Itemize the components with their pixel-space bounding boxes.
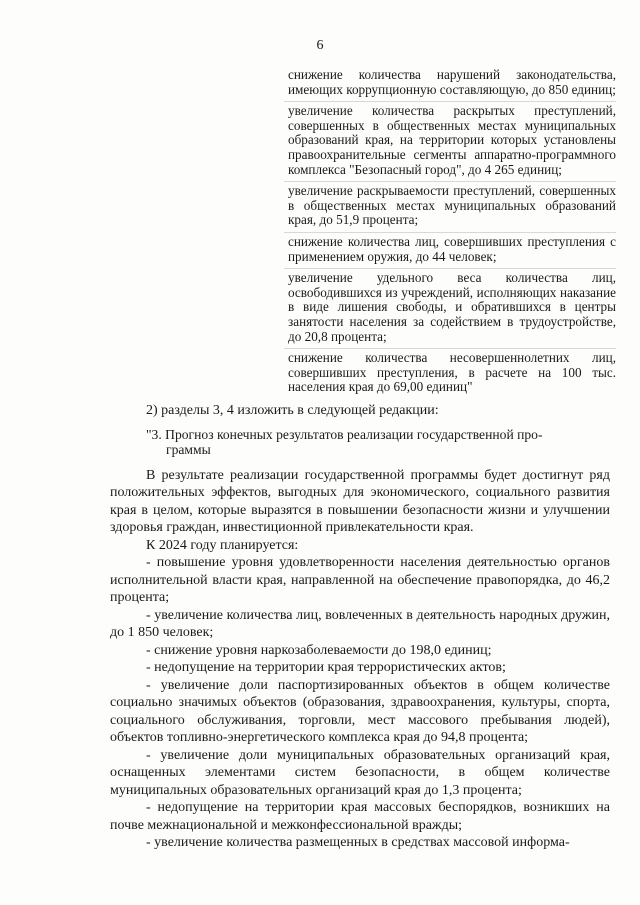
plan-item: - увеличение количества размещенных в средствах массовой информа- (146, 835, 570, 850)
indicators-table-fragment (284, 66, 616, 399)
table-cell: снижение количества несовершеннолетних лиц, совершивших преступления, в расчете на 100 тыс. населения края до 69,00 единиц" (288, 350, 616, 395)
section-3-heading (146, 427, 610, 457)
plan-item: - снижение уровня наркозаболеваемости до 198,0 единиц; (146, 642, 492, 658)
plan-item: - повышение уровня удовлетворенности населения деятельностью органов исполнительной власти края, направленной на обеспечение правопорядка, до 46,2 процента; (110, 555, 610, 605)
section-3-heading-line2: граммы (166, 441, 211, 457)
table-cell: снижение количества нарушений законодательства, имеющих коррупционную составляющую, до 850 единиц; (284, 66, 616, 102)
plan-item: - недопущение на территории края террористических актов; (146, 660, 506, 675)
plan-item: - недопущение на территории края массовых беспорядков, возникших на почве межнациональной и межконфессиональной вражды; (110, 800, 610, 833)
page-number: 6 (316, 38, 324, 53)
plan-item: - увеличение доли паспортизированных объектов в общем количестве социально значимых объектов (образования, здравоохранения, культуры, спорта, социального обслуживания, торговли, мест массового пребывания людей), объектов топливно-энергетического комплекса края до 94,8 процента; (110, 677, 610, 745)
item-2: 2) разделы 3, 4 изложить в следующей редакции: (146, 403, 439, 418)
table-cell: увеличение раскрываемости преступлений, совершенных в общественных местах муниципальных образований края, до 51,9 процента; (284, 182, 616, 233)
table-cell: снижение количества лиц, совершивших преступления с применением оружия, до 44 человек; (284, 233, 616, 269)
table-cell: увеличение удельного веса количества лиц, освободившихся из учреждений, исполняющих наказание в виде лишения свободы, и обратившихся в центры занятости населения за содействием в трудоустройстве, до 20,8 процента; (284, 269, 616, 349)
section-3-heading-line1: "3. Прогноз конечных результатов реализации государственной про- (146, 426, 543, 442)
plan-item: - увеличение количества лиц, вовлеченных в деятельность народных дружин, до 1 850 человек; (110, 607, 610, 640)
plan-item: - увеличение доли муниципальных образовательных организаций края, оснащенных элементами систем безопасности, в общем количестве муниципальных образовательных организаций края до 1,3 процента; (110, 747, 610, 798)
plan-lead: К 2024 году планируется: (146, 537, 299, 553)
table-cell: увеличение количества раскрытых преступлений, совершенных в общественных местах муниципальных образований края, на территории которых установлены правоохранительные сегменты аппаратно-программного комплекса "Безопасный город", до 4 265 единиц; (284, 102, 616, 182)
intro-paragraph: В результате реализации государственной программы будет достигнут ряд положительных эффектов, выгодных для экономического, социального развития края в целом, которые выразятся в повышении безопасности жизни и улучшении здоровья граждан, инвестиционной привлекательности края. (110, 467, 610, 535)
document-body (110, 402, 610, 852)
